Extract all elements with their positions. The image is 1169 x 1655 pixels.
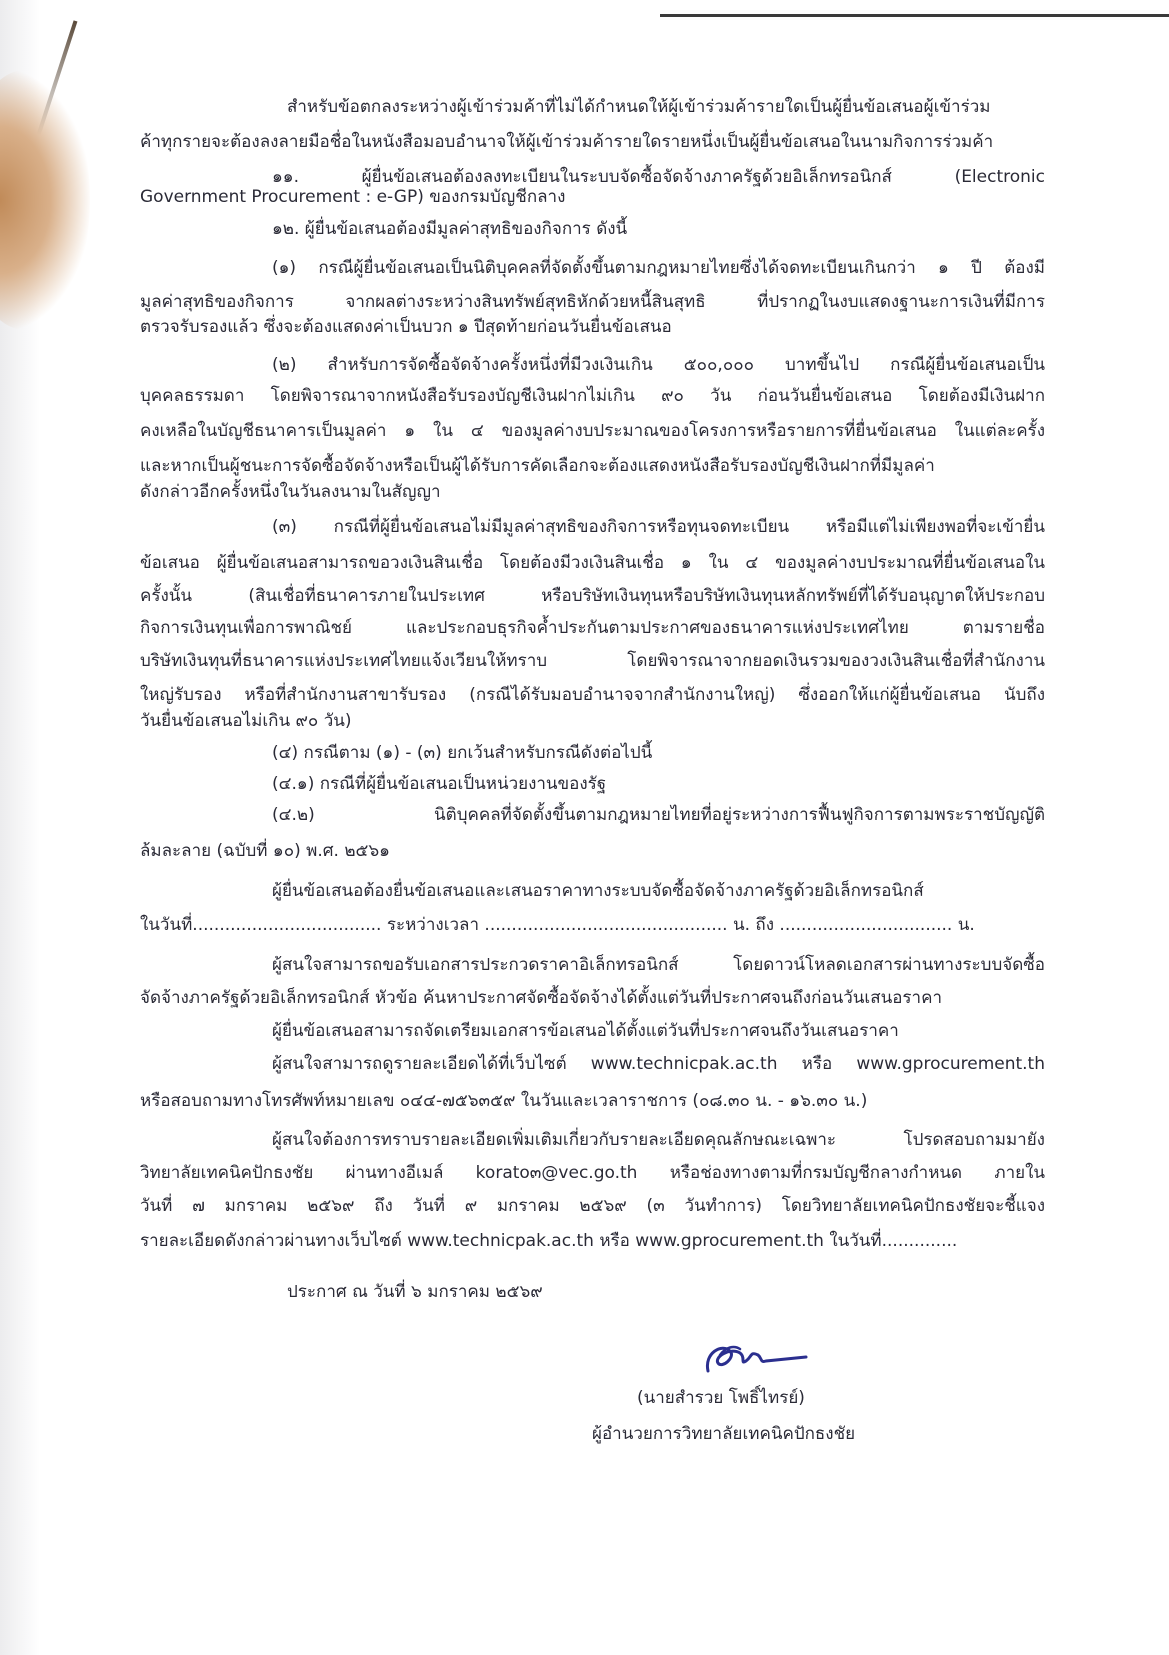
text-line: คงเหลือในบัญชีธนาคารเป็นมูลค่า ๑ ใน ๔ ของมูลค่างบประมาณของโครงการหรือรายการที่ยื่นข้อเสนอ ในแต่ละครั้ง (140, 421, 1045, 441)
text-line: (๒) สำหรับการจัดซื้อจัดจ้างครั้งหนึ่งที่มีวงเงินเกิน ๕๐๐,๐๐๐ บาทขึ้นไป กรณีผู้ยื่นข้อเสนอเป็น (272, 355, 1045, 375)
text-line: ผู้สนใจต้องการทราบรายละเอียดเพิ่มเติมเกี่ยวกับรายละเอียดคุณลักษณะเฉพาะ โปรดสอบถามมายัง (272, 1130, 1045, 1150)
text-line: (๔.๑) กรณีที่ผู้ยื่นข้อเสนอเป็นหน่วยงานของรัฐ (272, 774, 607, 794)
text-line: วิทยาลัยเทคนิคปักธงชัย ผ่านทางอีเมล์ korato๓@vec.go.th หรือช่องทางตามที่กรมบัญชีกลางกำหนด ภายใน (140, 1163, 1045, 1183)
signer-name: (นายสำรวย โพธิ์ไทรย์) (637, 1388, 805, 1408)
text-line: หรือสอบถามทางโทรศัพท์หมายเลข ๐๔๔-๗๕๖๓๕๙ ในวันและเวลาราชการ (๐๘.๓๐ น. - ๑๖.๓๐ น.) (140, 1091, 868, 1111)
text-line: ตรวจรับรองแล้ว ซึ่งจะต้องแสดงค่าเป็นบวก ๑ ปีสุดท้ายก่อนวันยื่นข้อเสนอ (140, 317, 672, 337)
text-line: (๑) กรณีผู้ยื่นข้อเสนอเป็นนิติบุคคลที่จัดตั้งขึ้นตามกฎหมายไทยซึ่งได้จดทะเบียนเกินกว่า ๑ ปี ต้องมี (272, 258, 1045, 278)
text-line: จัดจ้างภาครัฐด้วยอิเล็กทรอนิกส์ หัวข้อ ค้นหาประกาศจัดซื้อจัดจ้างได้ตั้งแต่วันที่ประกาศจนถึงก่อนวันเสนอราคา (140, 988, 942, 1008)
announce-date: ประกาศ ณ วันที่ ๖ มกราคม ๒๕๖๙ (287, 1282, 543, 1302)
text-line: ผู้ยื่นข้อเสนอสามารถจัดเตรียมเอกสารข้อเสนอได้ตั้งแต่วันที่ประกาศจนถึงวันเสนอราคา (272, 1021, 899, 1041)
text-line: กิจการเงินทุนเพื่อการพาณิชย์ และประกอบธุรกิจค้ำประกันตามประกาศของธนาคารแห่งประเทศไทย ตามรายชื่อ (140, 618, 1045, 638)
text-line: ใหญ่รับรอง หรือที่สำนักงานสาขารับรอง (กรณีได้รับมอบอำนาจจากสำนักงานใหญ่) ซึ่งออกให้แก่ผู้ยื่นข้อเสนอ นับถึง (140, 685, 1045, 705)
text-line: บริษัทเงินทุนที่ธนาคารแห่งประเทศไทยแจ้งเวียนให้ทราบ โดยพิจารณาจากยอดเงินรวมของวงเงินสินเชื่อที่สำนักงาน (140, 651, 1045, 671)
text-line: วันยื่นข้อเสนอไม่เกิน ๙๐ วัน) (140, 711, 352, 731)
text-line: ครั้งนั้น (สินเชื่อที่ธนาคารภายในประเทศ หรือบริษัทเงินทุนหรือบริษัทเงินทุนหลักทรัพย์ที่ได้รับอนุญาตให้ประกอบ (140, 586, 1045, 606)
submission-time-line: ในวันที่................................... ระหว่างเวลา ............................................. น. ถึง ................................ น. (140, 915, 975, 935)
signature-image (700, 1333, 810, 1383)
text-line: (๓) กรณีที่ผู้ยื่นข้อเสนอไม่มีมูลค่าสุทธิของกิจการหรือทุนจดทะเบียน หรือมีแต่ไม่เพียงพอที่จะเข้ายื่น (272, 517, 1045, 537)
text-line: ค้าทุกรายจะต้องลงลายมือชื่อในหนังสือมอบอำนาจให้ผู้เข้าร่วมค้ารายใดรายหนึ่งเป็นผู้ยื่นข้อเสนอในนามกิจการร่วมค้า (140, 132, 994, 152)
text-line: วันที่ ๗ มกราคม ๒๕๖๙ ถึง วันที่ ๙ มกราคม ๒๕๖๙ (๓ วันทำการ) โดยวิทยาลัยเทคนิคปักธงชัยจะชี้แจง (140, 1196, 1045, 1216)
text-line: ล้มละลาย (ฉบับที่ ๑๐) พ.ศ. ๒๕๖๑ (140, 841, 390, 861)
signer-title: ผู้อำนวยการวิทยาลัยเทคนิคปักธงชัย (592, 1424, 856, 1444)
text-line: (๔.๒) นิติบุคคลที่จัดตั้งขึ้นตามกฎหมายไทยที่อยู่ระหว่างการฟื้นฟูกิจการตามพระราชบัญญัติ (272, 805, 1045, 825)
text-line: และหากเป็นผู้ชนะการจัดซื้อจัดจ้างหรือเป็นผู้ได้รับการคัดเลือกจะต้องแสดงหนังสือรับรองบัญชีเงินฝากที่มีมูลค่า (140, 456, 935, 476)
text-line: บุคคลธรรมดา โดยพิจารณาจากหนังสือรับรองบัญชีเงินฝากไม่เกิน ๙๐ วัน ก่อนวันยื่นข้อเสนอ โดยต้องมีเงินฝาก (140, 386, 1045, 406)
text-line: มูลค่าสุทธิของกิจการ จากผลต่างระหว่างสินทรัพย์สุทธิหักด้วยหนี้สินสุทธิ ที่ปรากฏในงบแสดงฐานะการเงินที่มีการ (140, 292, 1045, 312)
text-line: ผู้สนใจสามารถดูรายละเอียดได้ที่เว็บไซต์ www.technicpak.ac.th หรือ www.gprocurement.th (272, 1054, 1045, 1074)
text-line: ดังกล่าวอีกครั้งหนึ่งในวันลงนามในสัญญา (140, 482, 441, 502)
scan-top-edge (660, 14, 1169, 17)
text-line: ข้อเสนอ ผู้ยื่นข้อเสนอสามารถขอวงเงินสินเชื่อ โดยต้องมีวงเงินสินเชื่อ ๑ ใน ๔ ของมูลค่างบประมาณที่ยื่นข้อเสนอใน (140, 553, 1045, 573)
text-line: ๑๑. ผู้ยื่นข้อเสนอต้องลงทะเบียนในระบบจัดซื้อจัดจ้างภาครัฐด้วยอิเล็กทรอนิกส์ (Electronic (272, 167, 1045, 187)
text-line: ผู้สนใจสามารถขอรับเอกสารประกวดราคาอิเล็กทรอนิกส์ โดยดาวน์โหลดเอกสารผ่านทางระบบจัดซื้อ (272, 955, 1045, 975)
text-line: (๔) กรณีตาม (๑) - (๓) ยกเว้นสำหรับกรณีดังต่อไปนี้ (272, 743, 653, 763)
text-line: ผู้ยื่นข้อเสนอต้องยื่นข้อเสนอและเสนอราคาทางระบบจัดซื้อจัดจ้างภาครัฐด้วยอิเล็กทรอนิกส์ (272, 881, 924, 901)
text-line: รายละเอียดดังกล่าวผ่านทางเว็บไซต์ www.technicpak.ac.th หรือ www.gprocurement.th ในวันที่.............. (140, 1231, 958, 1251)
text-line: สำหรับข้อตกลงระหว่างผู้เข้าร่วมค้าที่ไม่ได้กำหนดให้ผู้เข้าร่วมค้ารายใดเป็นผู้ยื่นข้อเสนอผู้เข้าร่วม (287, 97, 991, 117)
text-line: Government Procurement : e-GP) ของกรมบัญชีกลาง (140, 187, 566, 207)
section-heading: ๑๒. ผู้ยื่นข้อเสนอต้องมีมูลค่าสุทธิของกิจการ ดังนี้ (272, 219, 628, 239)
